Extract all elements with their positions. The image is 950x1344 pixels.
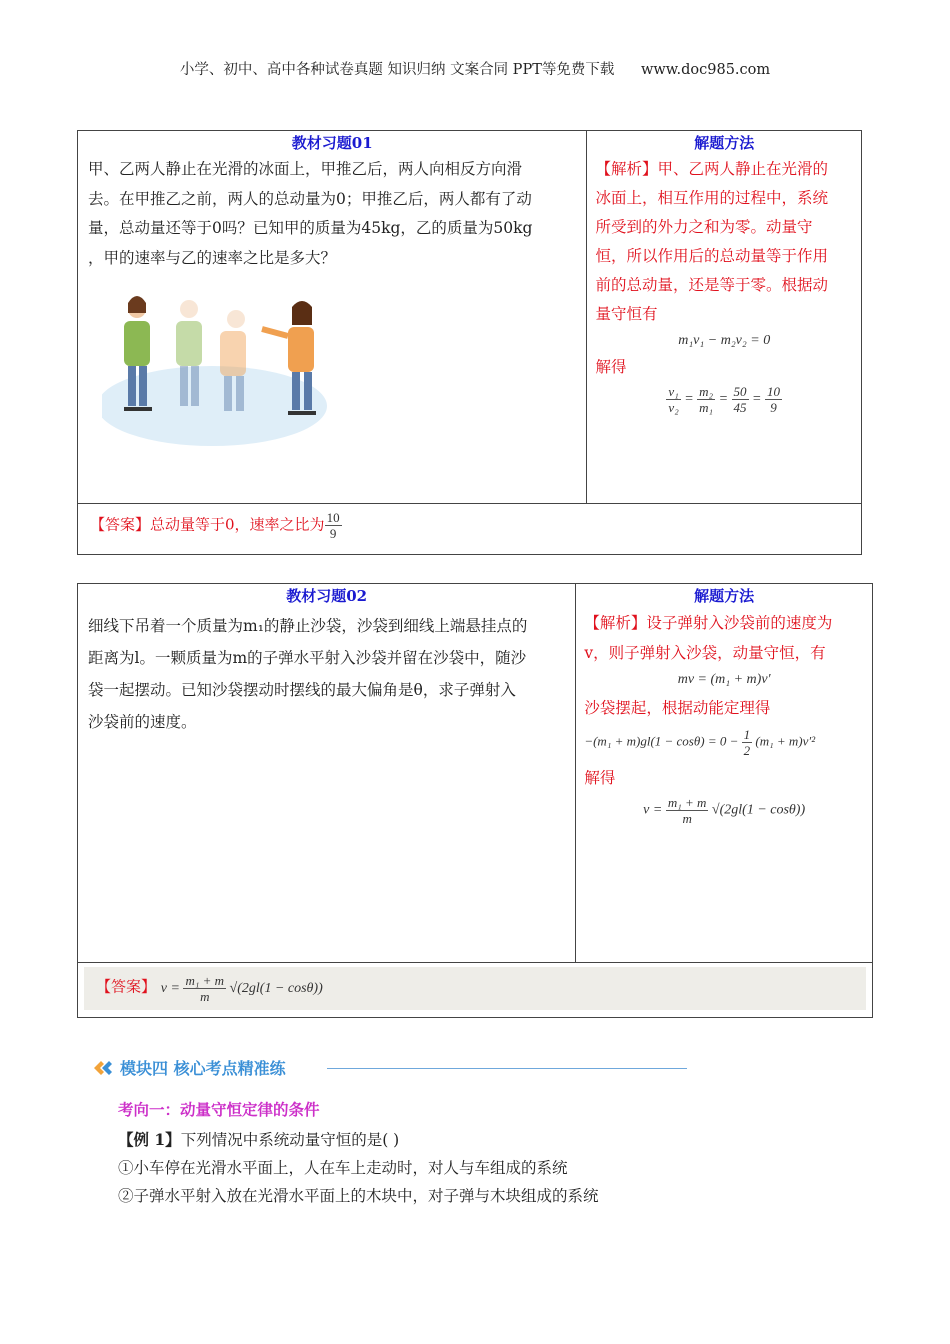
solution-tag: 【解析】 bbox=[595, 160, 658, 178]
exercise-01-solution-cell bbox=[587, 131, 862, 504]
exercise-01-answer-cell bbox=[78, 504, 862, 555]
example-option: ①小车停在光滑水平面上，人在车上走动时，对人与车组成的系统 bbox=[118, 1159, 568, 1177]
mid-label: 沙袋摆起，根据动能定理得 bbox=[584, 699, 771, 717]
solution-line: 前的总动量，还是等于零。根据动 bbox=[595, 276, 828, 294]
answer-text: 总动量等于0，速率之比为 bbox=[150, 515, 325, 534]
solution-line: 冰面上，相互作用的过程中，系统 bbox=[595, 189, 828, 207]
exercise-02-solution bbox=[576, 608, 872, 668]
velocity-ratio-equation: $\frac{\text{v₁}}{\text{v₂}}$ = $\frac{\text{m₂}}{\text{m₁}}$ = $\frac{50}{45}$ = $\frac{10}{9}$ bbox=[668, 384, 780, 415]
solution-tag: 【解析】 bbox=[584, 614, 647, 632]
solution-line: 设子弹射入沙袋前的速度为 bbox=[646, 614, 833, 632]
example-stem bbox=[118, 1128, 399, 1150]
page-header bbox=[0, 58, 950, 79]
exercise-02-table bbox=[77, 583, 873, 1018]
module-title: 模块四 核心考点精准练 bbox=[120, 1059, 286, 1078]
exercise-02-title: 教材习题02 bbox=[286, 587, 368, 605]
answer-frac-num: 10 bbox=[326, 510, 340, 525]
solution-line: v，则子弹射入沙袋，动量守恒，有 bbox=[584, 644, 826, 662]
momentum-equation: m₁v₁ − m₂v₂ = 0 bbox=[678, 333, 771, 348]
question-line: 沙袋前的速度。 bbox=[88, 713, 197, 731]
question-line: 细线下吊着一个质量为m₁的静止沙袋，沙袋到细线上端悬挂点的 bbox=[88, 617, 528, 635]
solution-line: 甲、乙两人静止在光滑的 bbox=[657, 160, 828, 178]
example-tag: 【例 1】 bbox=[118, 1130, 181, 1149]
solution-line: 量守恒有 bbox=[595, 305, 658, 323]
energy-equation-left: −(m₁ + m)gl(1 − cosθ) = 0 − bbox=[584, 733, 739, 749]
question-line: 甲、乙两人静止在光滑的冰面上，甲推乙后，两人向相反方向滑 bbox=[88, 160, 523, 178]
exercise-01-title: 教材习题01 bbox=[291, 134, 373, 152]
momentum-conservation-equation: mv = (m₁ + m)v′ bbox=[677, 672, 771, 687]
solution-title: 解题方法 bbox=[694, 134, 755, 152]
question-line: 距离为l。一颗质量为m的子弹水平射入沙袋并留在沙袋中，随沙 bbox=[88, 649, 527, 667]
question-line: ，甲的速率与乙的速率之比是多大？ bbox=[88, 248, 337, 267]
example-option: ②子弹水平射入放在光滑水平面上的木块中，对子弹与木块组成的系统 bbox=[118, 1187, 599, 1205]
solution-title: 解题方法 bbox=[694, 587, 755, 605]
direction-heading: 考向一：动量守恒定律的条件 bbox=[118, 1100, 320, 1119]
question-line: 袋一起摆动。已知沙袋摆动时摆线的最大偏角是θ，求子弹射入 bbox=[88, 681, 516, 699]
question-line: 去。在甲推乙之前，两人的总动量为0；甲推乙后，两人都有了动 bbox=[88, 189, 532, 208]
energy-equation-right: (m₁ + m)v′² bbox=[755, 733, 816, 749]
answer-tag: 【答案】 bbox=[96, 977, 157, 996]
exercise-01-answer bbox=[78, 504, 861, 547]
exercise-02-answer bbox=[84, 967, 866, 1010]
answer-tag: 【答案】 bbox=[90, 515, 151, 534]
exercise-01-table bbox=[77, 130, 862, 555]
energy-equation: −(m₁ + m)gl(1 − cosθ) = 0 − $\frac{1}{2}$ (m₁ + m)v′² bbox=[584, 727, 816, 758]
exercise-02-answer-cell bbox=[78, 963, 873, 1018]
exercise-02-solution-cell bbox=[576, 584, 873, 963]
question-line: 量，总动量还等于0吗？已知甲的质量为45kg，乙的质量为50kg bbox=[88, 219, 533, 237]
exercise-01-solution bbox=[587, 155, 861, 329]
answer-frac-den: 9 bbox=[329, 526, 337, 541]
solution-line: 所受到的外力之和为零。动量守 bbox=[595, 218, 813, 236]
exercise-02-question bbox=[78, 610, 575, 738]
solve-label: 解得 bbox=[595, 358, 627, 376]
skaters-illustration bbox=[102, 281, 342, 451]
solution-line: 恒，所以作用后的总动量等于作用 bbox=[595, 247, 828, 265]
exercise-02-question-cell bbox=[78, 584, 576, 963]
header-url[interactable]: www.doc985.com bbox=[640, 62, 771, 78]
velocity-result-equation: v = $\frac{\text{m₁ + m}}{m}$ √(2gl(1 − cosθ)) bbox=[643, 795, 806, 826]
module-heading bbox=[92, 1056, 692, 1082]
module-divider bbox=[327, 1068, 687, 1069]
solve-label: 解得 bbox=[584, 769, 616, 787]
exercise-01-question bbox=[78, 155, 586, 273]
exercise-01-question-cell bbox=[78, 131, 587, 504]
double-chevron-icon bbox=[92, 1058, 116, 1078]
header-text: 小学、初中、高中各种试卷真题 知识归纳 文案合同 PPT等免费下载 bbox=[179, 62, 615, 78]
example-stem-text: 下列情况中系统动量守恒的是( ) bbox=[180, 1131, 400, 1149]
answer-formula: v = $\frac{\text{m₁ + m}}{m}$ √(2gl(1 − cosθ)) bbox=[160, 973, 323, 1004]
